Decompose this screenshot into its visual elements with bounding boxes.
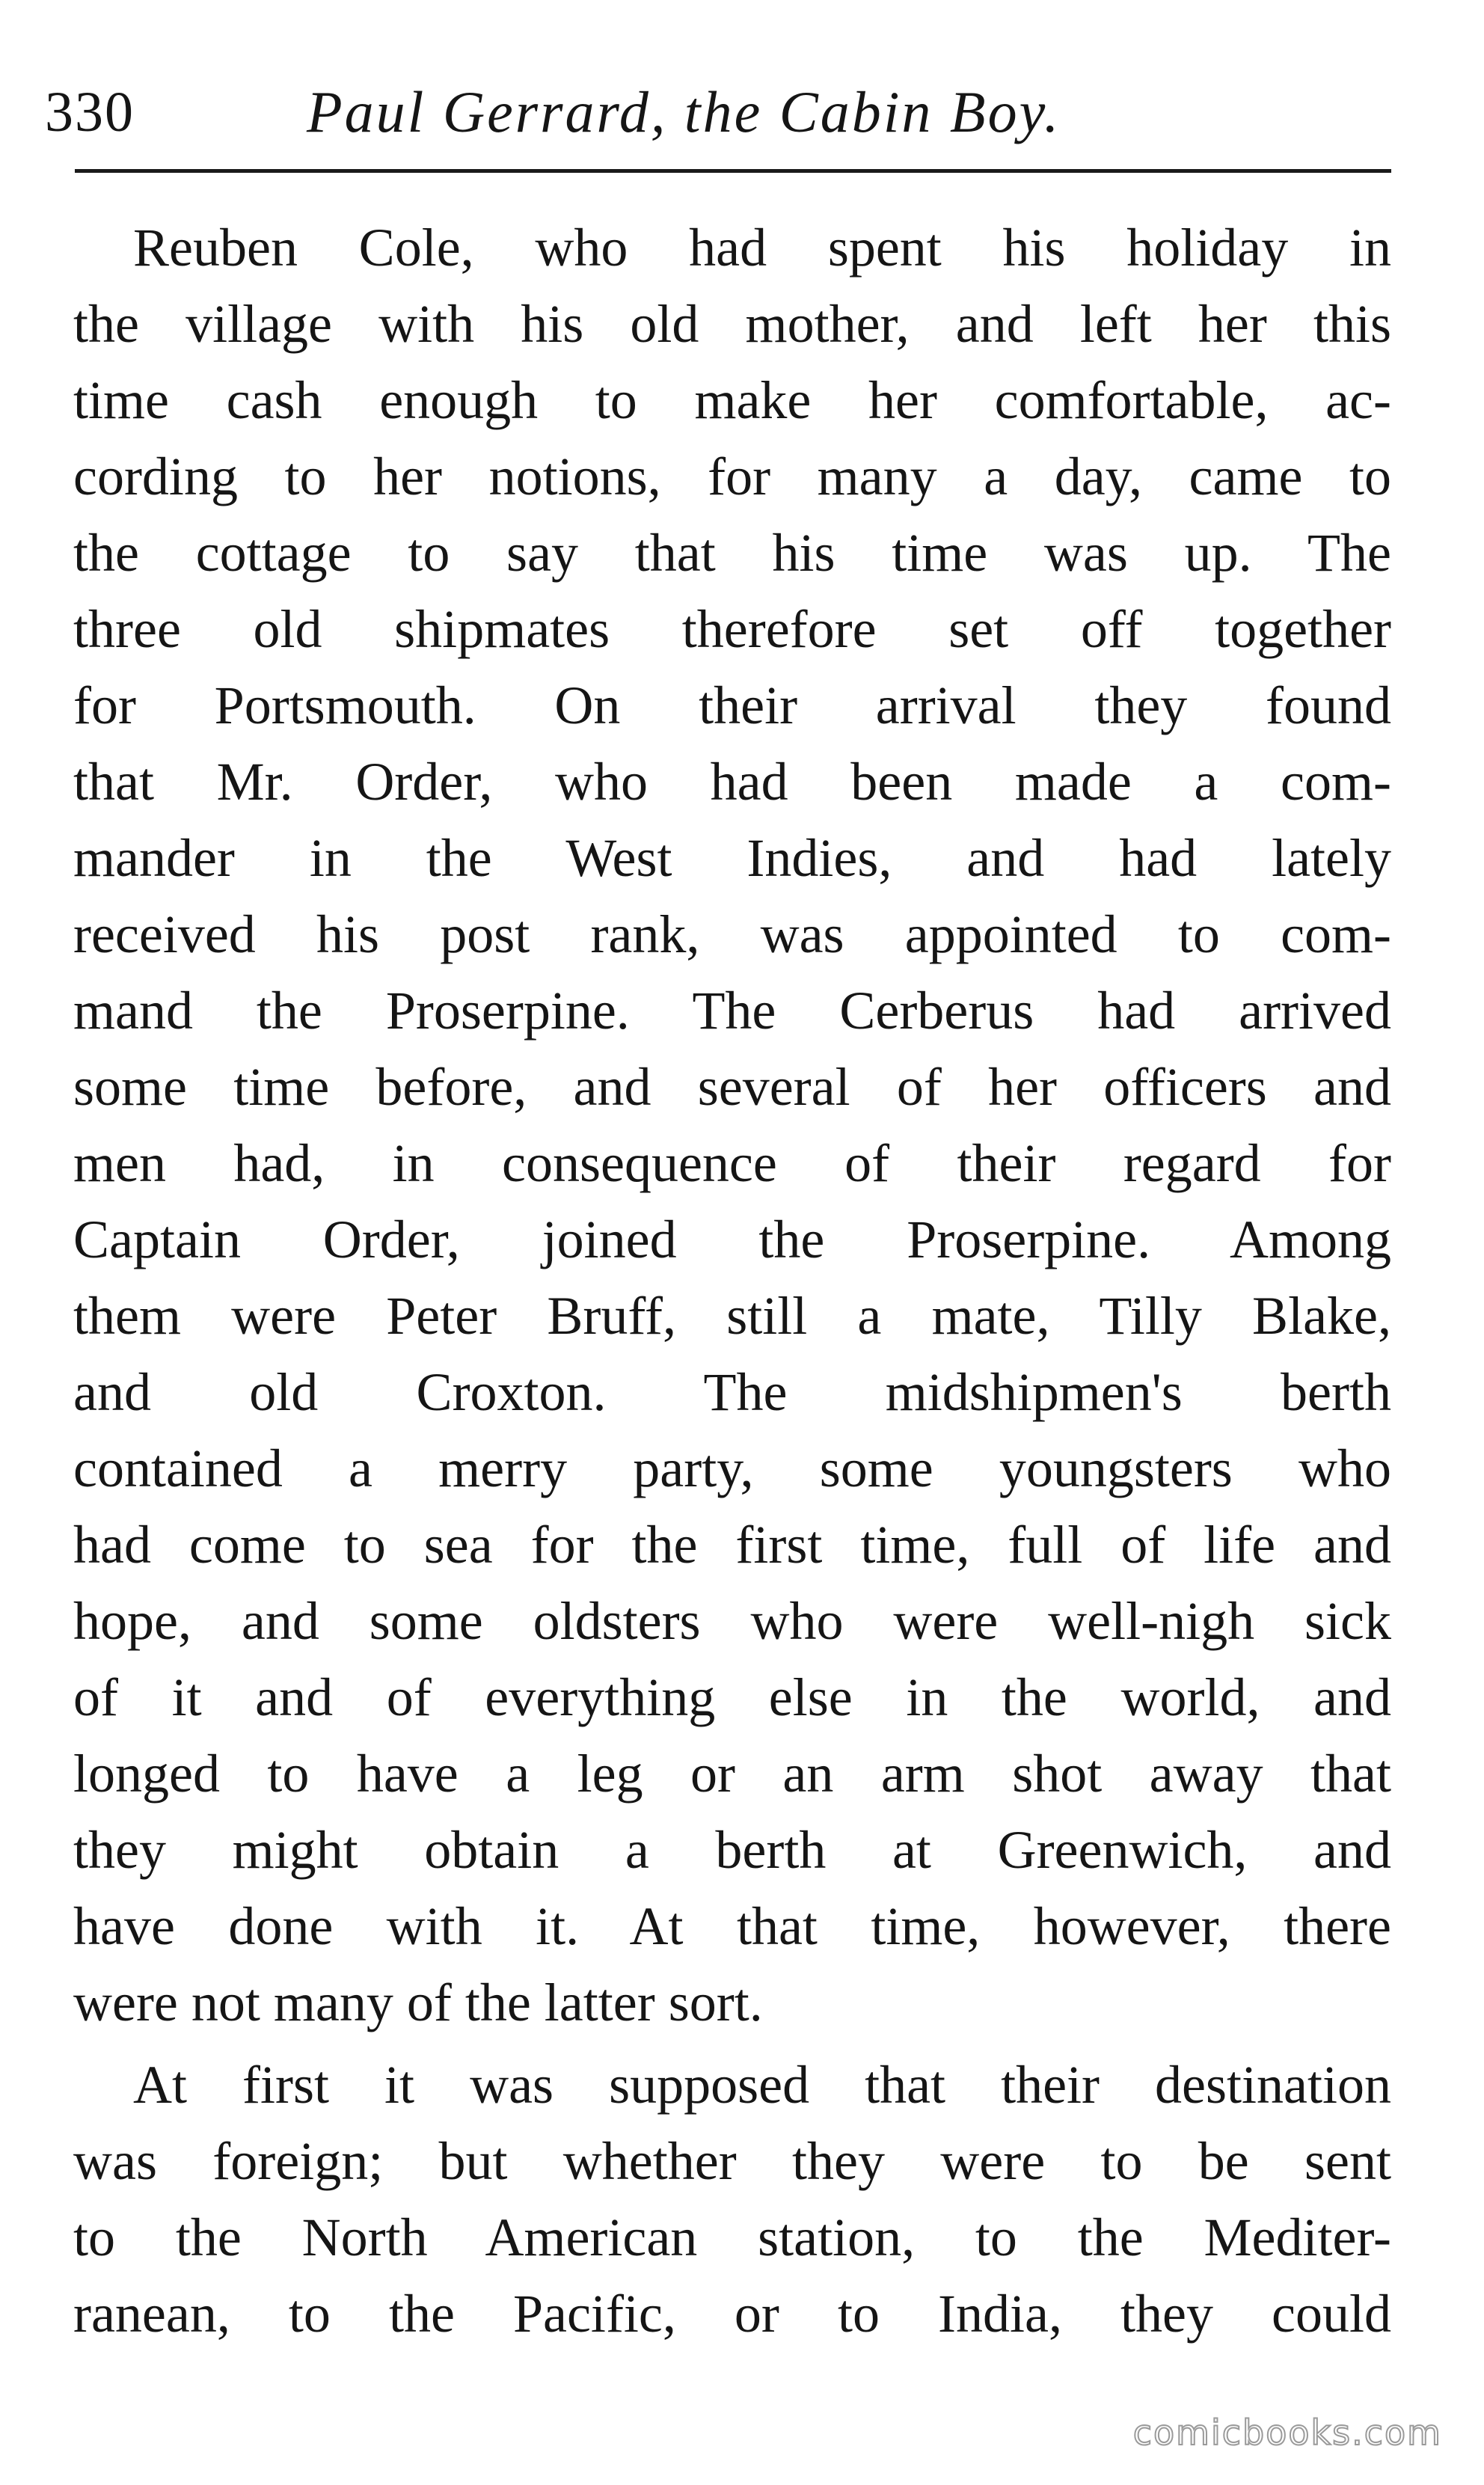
text-line: they might obtain a berth at Greenwich, and [73, 1820, 1391, 1880]
text-line: had come to sea for the first time, full of life and [73, 1515, 1391, 1575]
text-line: them were Peter Bruff, still a mate, Tilly Blake, [73, 1286, 1391, 1346]
text-line: Reuben Cole, who had spent his holiday in [133, 218, 1391, 278]
text-line: to the North American station, to the Mediter- [73, 2207, 1391, 2267]
paragraph-gap [73, 2041, 1391, 2047]
page-number: 330 [45, 81, 135, 144]
running-title: Paul Gerrard, the Cabin Boy. [307, 79, 1061, 144]
running-head [45, 67, 1391, 157]
text-line: have done with it. At that time, however, there [73, 1896, 1391, 1956]
text-line: mander in the West Indies, and had lately [73, 828, 1391, 888]
text-line: hope, and some oldsters who were well-nigh sick [73, 1591, 1391, 1651]
text-line: were not many of the latter sort. [73, 1973, 763, 2032]
text-line: the village with his old mother, and left her this [73, 294, 1391, 354]
text-line: of it and of everything else in the world, and [73, 1667, 1391, 1727]
text-line: Captain Order, joined the Proserpine. Among [73, 1210, 1391, 1269]
paragraph-2 [73, 2047, 1391, 2352]
text-line: ranean, to the Pacific, or to India, they could [73, 2284, 1391, 2344]
text-line: cording to her notions, for many a day, came to [73, 447, 1391, 506]
text-line: the cottage to say that his time was up. The [73, 523, 1391, 583]
text-line: for Portsmouth. On their arrival they found [73, 675, 1391, 735]
text-line: was foreign; but whether they were to be sent [73, 2131, 1391, 2191]
header-rule [75, 169, 1391, 173]
text-line: longed to have a leg or an arm shot away that [73, 1744, 1391, 1804]
text-line: three old shipmates therefore set off together [73, 599, 1391, 659]
text-line: received his post rank, was appointed to com- [73, 904, 1391, 964]
text-line: that Mr. Order, who had been made a com- [73, 752, 1391, 812]
text-line: time cash enough to make her comfortable, ac- [73, 370, 1391, 430]
text-line: men had, in consequence of their regard for [73, 1133, 1391, 1193]
text-line: contained a merry party, some youngsters who [73, 1438, 1391, 1498]
text-line: and old Croxton. The midshipmen's berth [73, 1362, 1391, 1422]
text-line: At first it was supposed that their destination [133, 2055, 1391, 2115]
body-text [73, 209, 1391, 2352]
paragraph-1 [73, 209, 1391, 2041]
text-line: mand the Proserpine. The Cerberus had arrived [73, 981, 1391, 1041]
watermark: comicbooks.com [1132, 2412, 1442, 2453]
text-line: some time before, and several of her officers and [73, 1057, 1391, 1117]
